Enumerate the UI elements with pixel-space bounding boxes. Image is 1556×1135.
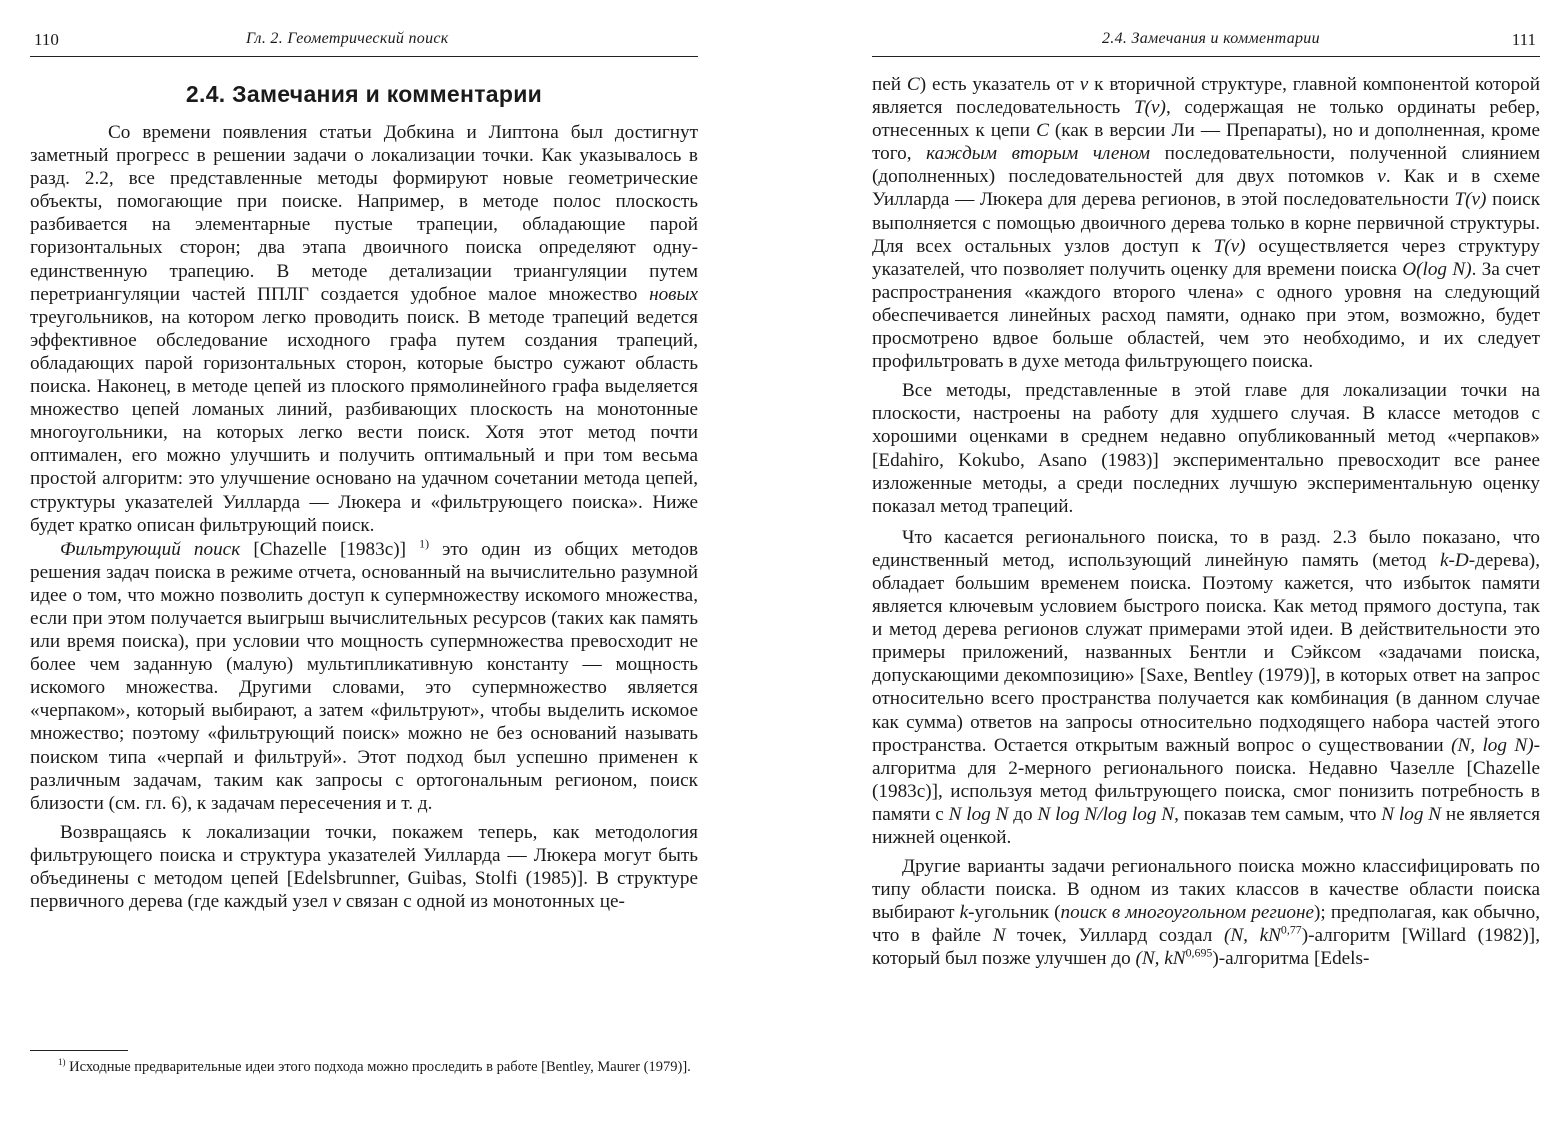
paragraph-variants: Другие варианты задачи регионального поиска можно классифицировать по типу области поиска. В одном из таких классов в качестве области поиска выбирают k-угольник (поиск в многоугольном регионе); предполагая, как обычно, что в файле N точек, Уиллард создал (N, kN$^{0,77}$)-алгоритм [Willard (1982)], который был позже улучшен до (N, kN$^{0,695}$)-алгоритма [Edels-: [872, 856, 1540, 970]
page-number-left: 110: [34, 30, 59, 49]
paragraph-methods: Все методы, представленные в этой главе для локализации точки на плоскости, настроены на работу для худшего случая. В классе методов с хорошими оценками в среднем недавно опубликованный метод «черпаков» [Edahiro, Kokubo, Asano (1983)] экспериментально превосходит все ранее изложенные методы, а среди последних лучшую экспериментальную оценку показал метод трапеций.: [872, 380, 1540, 517]
section-title: 2.4. Замечания и комментарии: [185, 81, 543, 107]
paragraph-continued: пей C) есть указатель от v к вторичной структуре, главной компонентой которой является последовательность T(v), содержащая не только ординаты ребер, отнесенных к цепи C (как в версии Ли — Препараты), но и дополненная, кроме того, каждым вторым членом последовательности, полученной слиянием (дополненных) последовательностей для двух потомков v. Как и в схеме Уилларда — Люкера для дерева регионов, в этой последовательности T(v) поиск выполняется с помощью двоичного дерева только в корне первичной структуры. Для всех остальных узлов доступ к T(v) осуществляется через структуру указателей, что позволяет получить оценку для времени поиска O(log N). За счет распространения «каждого второго члена» с одного уровня на следующий обеспечивается линейных расход памяти, однако при этом, возможно, будет просмотрено вдвое больше областей, чем это необходимо, и их следует профильтровать в духе метода фильтрующего поиска.: [872, 74, 1541, 373]
running-head-title-left: Гл. 2. Геометрический поиск: [246, 30, 449, 47]
footnote: $^{1)}$ Исходные предварительные идеи этого подхода можно проследить в работе [Bentley, Maurer (1979)].: [58, 1057, 691, 1075]
running-head-right: [872, 26, 1540, 52]
emphasis-new: новых: [649, 283, 699, 305]
footnote-marker: 1): [419, 536, 430, 551]
left-page-body: [30, 121, 698, 913]
footnote-rule: [30, 1050, 128, 1051]
emphasis-every-second: каждым вторым членом: [926, 143, 1151, 165]
header-rule-left: [30, 56, 698, 57]
running-head-left: [30, 26, 698, 52]
emphasis-polygon-search: поиск в многоугольном регионе: [1060, 902, 1315, 924]
paragraph-2: Фильтрующий поиск [Chazelle [1983c)] $^{1)}$ это один из общих методов решения задач поиска в режиме отчета, основанный на вычислительно разумной идее о том, что можно позволить доступ к супермножеству искомого множества, если при этом получается выигрыш вычислительных ресурсов (таких как память или время поиска), при условии что мощность супермножества превосходит не более чем заданную (малую) мультипликативную константу — мощность искомого множества. Другими словами, это супермножество является «черпаком», который выбирают, а затем «фильтруют», чтобы выделить искомое множество; поэтому «фильтрующий поиск» можно не без оснований называть поиском типа «черпай и фильтруй». Этот подход был успешно применен к различным задачам, таким как запросы с ортогональным регионом, поиск близости (см. гл. 6), к задачам пересечения и т. д.: [30, 536, 699, 814]
page-number-right: 111: [1511, 30, 1536, 49]
running-head-title-right: 2.4. Замечания и комментарии: [1102, 30, 1320, 47]
paragraph-1: Со времени появления статьи Добкина и Липтона был достигнут заметный прогресс в решении задачи о локализации точки. Как указывалось в разд. 2.2, все представленные методы формируют новые геометрические объекты, помогающие при поиске. Например, в методе полос плоскость разбивается на элементарные пустые трапеции, обладающие парой горизонтальных сторон; два этапа двоичного поиска определяют одну-единственную трапецию. В методе детализации триангуляции путем перетриангуляции частей ППЛГ создается удобное малое множество новых треугольников, на котором легко проводить поиск. В методе трапеций ведется эффективное обследование исходного графа путем создания трапеций, обладающих парой горизонтальных сторон, которые быстро сужают область поиска. Наконец, в методе цепей из плоского прямолинейного графа выделяется множество цепей ломаных линий, разбивающих плоскость на монотонные многоугольники, на которых легко вести поиск. Хотя этот метод почти оптимален, его можно улучшить и получить оптимальный и при том весьма простой алгоритм: это улучшение основано на удачном сочетании метода цепей, структуры указателей Уилларда — Люкера и «фильтрующего поиска». Ниже будет кратко описан фильтрующий поиск.: [30, 122, 699, 536]
left-page: [30, 0, 698, 1135]
header-rule-right: [872, 56, 1540, 57]
right-page-body: [872, 73, 1540, 971]
emphasis-filtering-search: Фильтрующий поиск: [60, 538, 241, 560]
right-page: [872, 0, 1540, 1135]
paragraph-3: Возвращаясь к локализации точки, покажем теперь, как методология фильтрующего поиска и структура указателей Уилларда — Люкера могут быть объединены с методом цепей [Edelsbrunner, Guibas, Stolfi (1985)]. В структуре первичного дерева (где каждый узел v связан с одной из монотонных це-: [30, 821, 698, 913]
citation-chazelle: [Chazelle [1983c)]: [253, 538, 406, 560]
paragraph-regional-search: Что касается регионального поиска, то в разд. 2.3 было показано, что единственный метод, использующий линейную память (метод k-D-дерева), обладает большим временем поиска. Поэтому кажется, что избыток памяти является ключевым условием быстрого поиска. Как метод прямого доступа, так и метод дерева регионов служат примерами этой идеи. В действительности это примеры приложений, названных Бентли и Сэйксом «задачами поиска, допускающими декомпозицию» [Saxe, Bentley (1979)], в которых ответ на запрос относительно всего пространства получается как комбинация (в данном случае как сумма) ответов на запросы относительно подходящего набора частей этого пространства. Остается открытым важный вопрос о существовании (N, log N)-алгоритма для 2-мерного регионального поиска. Недавно Чазелле [Chazelle (1983c)], используя метод фильтрующего поиска, смог понизить потребность в памяти с N log N до N log N/log log N, показав тем самым, что N log N не является нижней оценкой.: [872, 526, 1541, 848]
